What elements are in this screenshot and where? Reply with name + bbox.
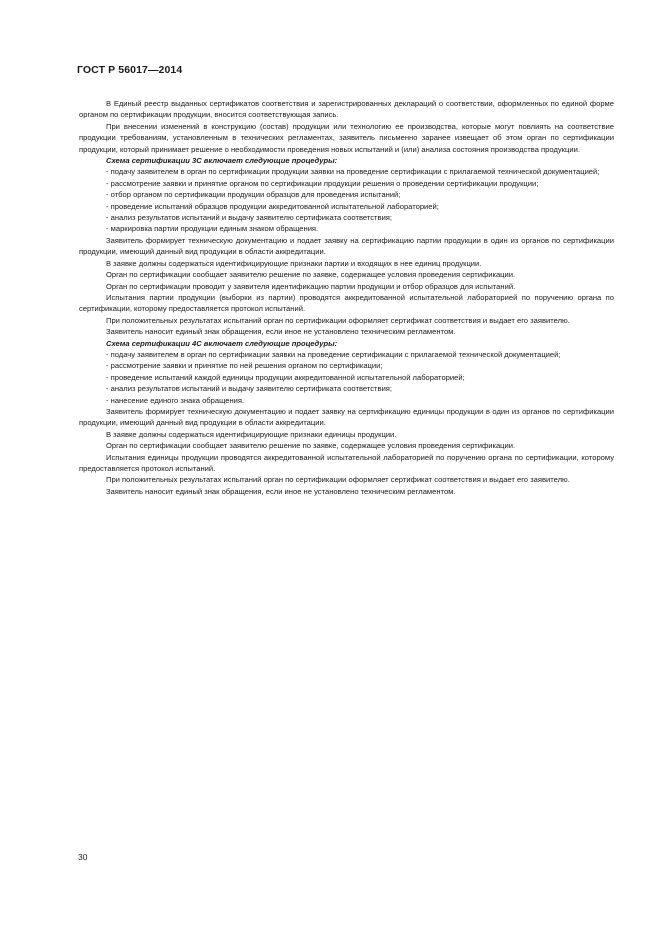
scheme-3c-application-content: В заявке должны содержаться идентифицирующие признаки партии и входящих в нее единиц продукции. [106, 258, 482, 268]
scheme-3c-step-review: - рассмотрение заявки и принятие органом по сертификации продукции решения о проведении сертификации продукции; [106, 178, 539, 188]
scheme-4c-step-analysis: - анализ результатов испытаний и выдачу заявителю сертификата соответствия; [106, 384, 393, 394]
scheme-3c-lab-testing: Испытания партии продукции (выборки из партии) проводятся аккредитованной испытательной лабораторией по поручению органа по сертификации, которому предоставляется протокол испытаний. [79, 292, 614, 314]
scheme-3c-step-marking: - маркировка партии продукции единым знаком обращения. [106, 224, 319, 234]
paragraph-design-changes: При внесении изменений в конструкцию (состав) продукции или технологию ее производства, которые могут повлиять на соответствие продукции требованиям, установленным в технических регламентах, заявитель письменно заранее извещает об этом орган по сертификации продукции, который принимает решение о необходимости проведения новых испытаний и (или) анализа состояния производства продукции. [79, 121, 614, 154]
scheme-4c-step-application: - подачу заявителем в орган по сертификации заявки на проведение сертификации с прилагаемой технической документацией; [106, 349, 561, 359]
scheme-4c-step-marking: - нанесение единого знака обращения. [106, 395, 245, 405]
scheme-3c-mark: Заявитель наносит единый знак обращения, если иное не установлено техническим регламентом. [106, 327, 456, 337]
scheme-4c-decision: Орган по сертификации сообщает заявителю решение по заявке, содержащее условия проведения сертификации. [106, 441, 516, 451]
page-number: 30 [78, 852, 88, 862]
document-header: ГОСТ Р 56017—2014 [77, 64, 183, 76]
scheme-3c-decision: Орган по сертификации сообщает заявителю решение по заявке, содержащее условия проведения сертификации. [106, 270, 516, 280]
scheme-3c-applicant-docs: Заявитель формирует техническую документацию и подает заявку на сертификацию партии продукции в один из органов по сертификации продукции, имеющий данный вид продукции в области аккредитации. [79, 235, 614, 257]
scheme-3c-identification: Орган по сертификации проводит у заявителя идентификацию партии продукции и отбор образцов для испытаний. [106, 281, 516, 291]
scheme-4c-mark: Заявитель наносит единый знак обращения, если иное не установлено техническим регламентом. [106, 486, 456, 496]
paragraph-registry: В Единый реестр выданных сертификатов соответствия и зарегистрированных деклараций о соответствии, оформленных по единой форме органом по сертификации продукции, вносится соответствующая запись. [79, 99, 614, 120]
scheme-3c-step-sampling: - отбор органом по сертификации продукции образцов для проведения испытаний; [106, 190, 401, 200]
scheme-4c-step-review: - рассмотрение заявки и принятие по ней решения органом по сертификации; [106, 361, 383, 371]
scheme-4c-heading: Схема сертификации 4С включает следующие процедуры: [106, 338, 338, 348]
scheme-4c-lab-testing: Испытания единицы продукции проводятся аккредитованной испытательной лабораторией по поручению органа по сертификации, которому предоставляется протокол испытаний. [79, 452, 614, 473]
scheme-4c-application-content: В заявке должны содержаться идентифицирующие признаки единицы продукции. [106, 429, 397, 439]
scheme-4c-certificate: При положительных результатах испытаний орган по сертификации оформляет сертификат соответствия и выдает его заявителю. [106, 475, 570, 485]
scheme-3c-step-testing: - проведение испытаний образцов продукции аккредитованной испытательной лабораторией; [106, 201, 439, 211]
scheme-3c-step-application: - подачу заявителем в орган по сертификации продукции заявки на проведение сертификации с прилагаемой технической документацией; [106, 167, 600, 177]
document-body [79, 98, 614, 497]
scheme-3c-step-analysis: - анализ результатов испытаний и выдачу заявителю сертификата соответствия; [106, 213, 393, 223]
scheme-3c-heading: Схема сертификации 3С включает следующие процедуры: [106, 156, 338, 166]
scheme-4c-step-testing: - проведение испытаний каждой единицы продукции аккредитованной испытательной лабораторией; [106, 372, 465, 382]
scheme-3c-certificate: При положительных результатах испытаний орган по сертификации оформляет сертификат соответствия и выдает его заявителю. [106, 315, 570, 325]
scheme-4c-applicant-docs: Заявитель формирует техническую документацию и подает заявку на сертификацию единицы продукции в один из органов по сертификации продукции, имеющий данный вид продукции в области аккредитации. [79, 406, 614, 428]
